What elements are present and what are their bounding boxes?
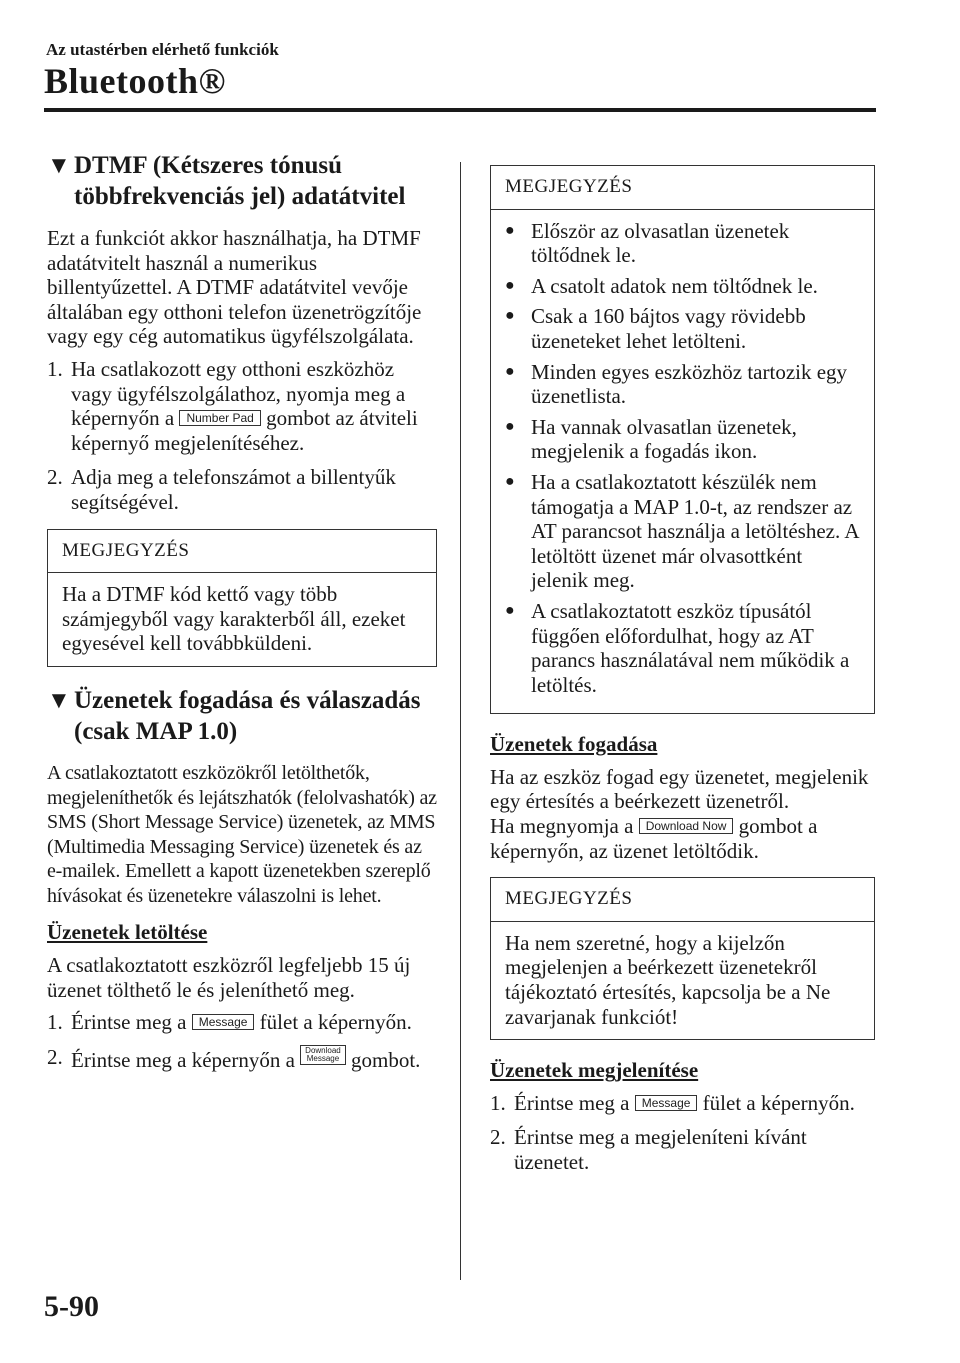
step-number: 2. bbox=[490, 1125, 506, 1150]
note-text: Ha a DTMF kód kettő vagy több számjegyből vagy karakterből áll, ezeket egyesével kell továbbküldeni. bbox=[62, 582, 406, 656]
bullet-icon: ● bbox=[505, 472, 515, 490]
dtmf-heading: ▼ DTMF (Kétszeres tónusú többfrekvenciás jel) adatátvitel bbox=[47, 152, 406, 210]
receive-text: Ha az eszköz fogad egy üzenetet, megjelenik egy értesítés a beérkezett üzenetről. bbox=[490, 764, 869, 814]
note-text: Ha nem szeretné, hogy a kijelzőn megjelenjen a beérkezett üzenetekről tájékoztató értesítés, kapcsolja be a Ne zavarjanak funkciót! bbox=[505, 930, 831, 1029]
header-rule bbox=[44, 108, 876, 112]
step-number: 2. bbox=[47, 1044, 63, 1069]
triangle-down-icon: ▼ bbox=[47, 153, 71, 179]
display-step-1: 1. Érintse meg a Message fület a képernyőn. bbox=[490, 1090, 855, 1115]
dtmf-step-1: 1. Ha csatlakozott egy otthoni eszközhöz vagy ügyfélszolgálathoz, nyomja meg a képernyőn a Number Pad gombot az átviteli képernyő megjelenítéséhez. bbox=[47, 356, 418, 455]
triangle-down-icon: ▼ bbox=[47, 687, 71, 714]
messages-note-box bbox=[490, 165, 875, 714]
note-item: ● Először az olvasatlan üzenetek töltődnek le. bbox=[505, 218, 790, 268]
right-column bbox=[490, 165, 875, 1185]
messages-heading: ▼ Üzenetek fogadása és válaszadás (csak MAP 1.0) bbox=[47, 686, 421, 745]
note-item: ● A csatolt adatok nem töltődnek le. bbox=[505, 273, 818, 298]
messages-intro: A csatlakoztatott eszközökről letölthetők, megjeleníthetők és lejátszhatók (felolvashatók) az SMS (Short Message Service) üzenetek, az MMS (Multimedia Messaging Service) üzenetek és az e-mailek. Emellett a kapott üzenetekben szereplő hívásokat és üzenetekre válaszolni is lehet. bbox=[47, 761, 437, 907]
step-number: 1. bbox=[490, 1090, 506, 1115]
note-item: ● Ha vannak olvasatlan üzenetek, megjelenik a fogadás ikon. bbox=[505, 414, 797, 464]
note-item: ● Csak a 160 bájtos vagy rövidebb üzeneteket lehet letölteni. bbox=[505, 304, 806, 353]
note-item: ● Ha a csatlakoztatott készülék nem támogatja a MAP 1.0-t, az rendszer az AT parancsot használja a letöltéshez. A letöltött üzenet már olvasottként jelenik meg. bbox=[505, 469, 859, 593]
receive-text-2: Ha megnyomja a Download Now gombot a képernyőn, az üzenet letöltődik. bbox=[490, 814, 818, 863]
note-item: ● Minden egyes eszközhöz tartozik egy üzenetlista. bbox=[505, 359, 848, 409]
dtmf-note-box bbox=[47, 529, 437, 667]
step-number: 1. bbox=[47, 1010, 63, 1035]
display-subheading: Üzenetek megjelenítése bbox=[490, 1058, 699, 1083]
bullet-icon: ● bbox=[505, 307, 515, 325]
note-label: MEGJEGYZÉS bbox=[491, 878, 874, 922]
download-now-button[interactable]: Download Now bbox=[639, 818, 734, 834]
column-divider bbox=[460, 162, 461, 1280]
note-item: ● A csatlakoztatott eszköz típusától függően előfordulhat, hogy az AT parancs használatával nem működik a letöltés. bbox=[505, 598, 850, 697]
dtmf-intro: Ezt a funkciót akkor használhatja, ha DTMF adatátvitelt használ a numerikus billentyűzettel. A DTMF adatátvitel vevője általában egy otthoni telefon üzenetrögzítője vagy egy cég automatikus ügyfélszolgálata. bbox=[47, 226, 422, 349]
download-step-2: 2. Érintse meg a képernyőn a Download Message gombot. bbox=[47, 1044, 421, 1072]
number-pad-button[interactable]: Number Pad bbox=[179, 410, 260, 426]
bullet-icon: ● bbox=[505, 276, 515, 294]
dtmf-step-2: 2. Adja meg a telefonszámot a billentyűk segítségével. bbox=[47, 465, 396, 514]
page-title: Bluetooth® bbox=[44, 61, 226, 101]
note-label: MEGJEGYZÉS bbox=[48, 530, 436, 574]
bullet-icon: ● bbox=[505, 221, 515, 239]
receive-subheading: Üzenetek fogadása bbox=[490, 732, 658, 757]
download-subheading: Üzenetek letöltése bbox=[47, 920, 208, 945]
download-step-1: 1. Érintse meg a Message fület a képernyőn. bbox=[47, 1010, 412, 1035]
bullet-icon: ● bbox=[505, 601, 515, 619]
note-list bbox=[491, 210, 874, 714]
display-step-2: 2. Érintse meg a megjeleníteni kívánt üzenetet. bbox=[490, 1125, 807, 1174]
message-tab-button[interactable]: Message bbox=[635, 1095, 698, 1111]
page-number: 5-90 bbox=[44, 1290, 99, 1323]
step-number: 2. bbox=[47, 465, 63, 490]
message-tab-button[interactable]: Message bbox=[192, 1014, 255, 1030]
note-label: MEGJEGYZÉS bbox=[491, 166, 874, 210]
receive-note-box bbox=[490, 877, 875, 1040]
left-column bbox=[47, 150, 437, 1082]
bullet-icon: ● bbox=[505, 362, 515, 380]
download-message-button[interactable]: Download Message bbox=[300, 1045, 346, 1065]
header-subtitle: Az utastérben elérhető funkciók bbox=[46, 40, 279, 59]
step-number: 1. bbox=[47, 356, 63, 381]
download-intro: A csatlakoztatott eszközről legfeljebb 15 új üzenet tölthető le és jeleníthető meg. bbox=[47, 953, 411, 1002]
bullet-icon: ● bbox=[505, 417, 515, 435]
